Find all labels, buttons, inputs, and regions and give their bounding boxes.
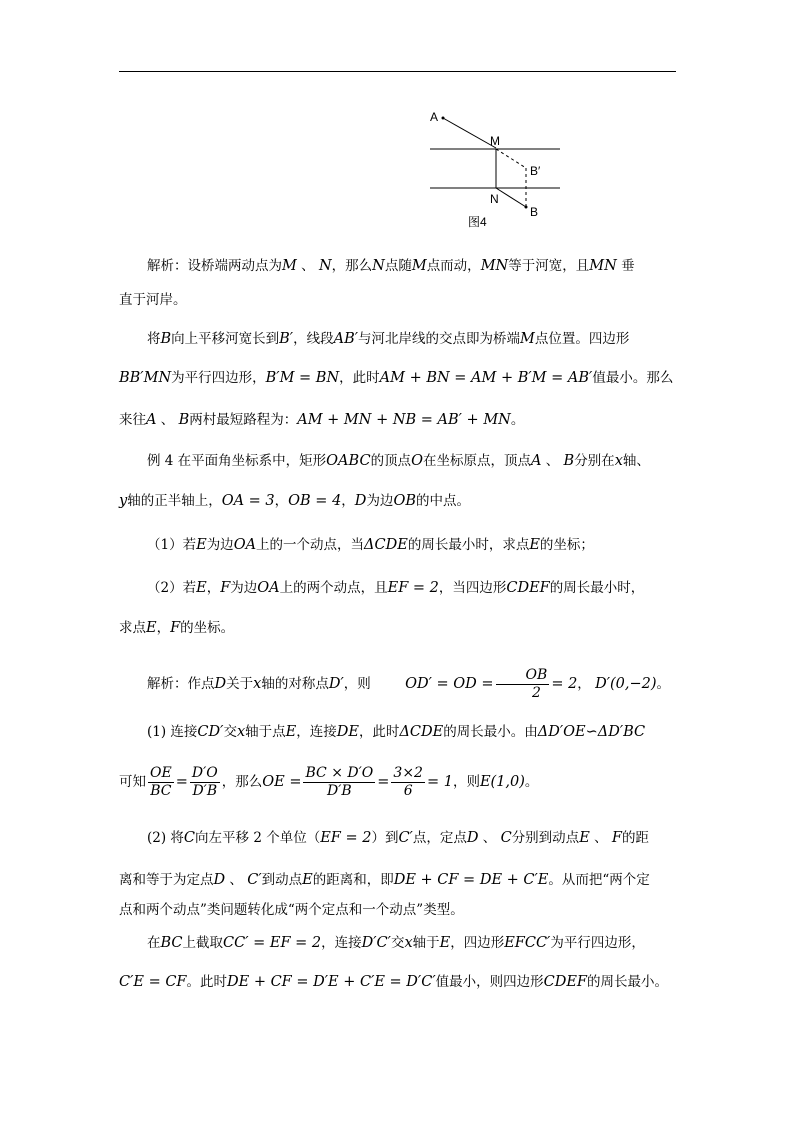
paragraph-solution-2-transform: 点和两个动点”类问题转化成“两个定点和一个动点”类型。 bbox=[119, 902, 464, 918]
point-a bbox=[442, 117, 445, 120]
paragraph-solution-2-conclusion: C′E = CF。此时DE + CF = D′E + C′E = D′C′值最小，则四边形CDEF的周长最小。 bbox=[119, 974, 668, 990]
point-b bbox=[525, 206, 528, 209]
fraction-ob-over-2: $\frac{OB}{2}$ bbox=[496, 667, 550, 702]
paragraph-question-2-cont: 求点E，F的坐标。 bbox=[119, 620, 235, 636]
label-b-prime: B′ bbox=[530, 164, 541, 178]
paragraph-analysis-1-cont: 直于河岸。 bbox=[119, 292, 187, 308]
segment-am bbox=[443, 118, 496, 148]
paragraph-example-4-cont: y轴的正半轴上，OA = 3，OB = 4，D为边OB的中点。 bbox=[119, 493, 470, 509]
fraction-3x2-over-6: $\frac{3\times 2}{6}$ bbox=[393, 765, 423, 799]
label-n: N bbox=[490, 192, 499, 206]
label-a: A bbox=[430, 110, 439, 124]
figure-caption: 图4 bbox=[468, 215, 487, 229]
header-rule bbox=[119, 71, 676, 72]
fraction-bc-do-over-db: $\frac{BC \times D'O}{D'B}$ bbox=[305, 765, 374, 799]
fraction-do-over-db: $\frac{D'O}{D'B}$ bbox=[191, 765, 218, 799]
paragraph-solution-1: (1) 连接CD′交x轴于点E，连接DE，此时ΔCDE的周长最小。由ΔD′OE∽ΔD′BC bbox=[147, 724, 646, 740]
paragraph-translate-b: 将B向上平移河宽长到B′，线段AB′与河北岸线的交点即为桥端M点位置。四边形 bbox=[147, 331, 630, 347]
paragraph-solution-2: (2) 将C向左平移 2 个单位（EF = 2）到C′点，定点D 、 C分别到动点E 、 F的距 bbox=[147, 830, 649, 846]
paragraph-solution-1-ratio: 可知 $\frac{OE}{BC}$ = $\frac{D'O}{D'B}$ ，那么OE = $\frac{BC \times D'O}{D'B}$ = $\frac{3\times 2}{6}$ = 1，则E(1,0)。 bbox=[119, 765, 539, 799]
label-m: M bbox=[490, 134, 500, 148]
paragraph-analysis-1: 解析：设桥端两动点为M 、 N，那么N点随M点而动，MN等于河宽，且MN 垂 bbox=[147, 258, 635, 274]
segment-nb bbox=[496, 188, 526, 207]
dashed-mb-prime bbox=[496, 149, 526, 168]
paragraph-example-4: 例 4 在平面角坐标系中，矩形OABC的顶点O在坐标原点，顶点A 、 B分别在x轴、 bbox=[147, 453, 650, 469]
figure-4-diagram bbox=[420, 105, 560, 231]
paragraph-solution-2-cont: 离和等于为定点D 、 C′到动点E的距离和，即DE + CF = DE + C′E。从而把“两个定 bbox=[119, 872, 650, 888]
paragraph-parallelogram: BB′MN为平行四边形，B′M = BN，此时AM + BN = AM + B′M = AB′值最小。那么 bbox=[119, 370, 674, 386]
paragraph-question-2: （2）若E，F为边OA上的两个动点，且EF = 2，当四边形CDEF的周长最小时， bbox=[147, 580, 645, 596]
paragraph-solution-reflection: 解析：作点D关于x轴的对称点D′，则 OD′ = OD = $\frac{OB}{2}$ = 2， D′(0,−2)。 bbox=[147, 667, 671, 701]
paragraph-solution-2-construct: 在BC上截取CC′ = EF = 2，连接D′C′交x轴于E，四边形EFCC′为平行四边形， bbox=[147, 935, 645, 951]
fraction-oe-over-bc: $\frac{OE}{BC}$ bbox=[150, 765, 172, 799]
label-b: B bbox=[530, 205, 539, 219]
paragraph-shortest-path: 来往A 、 B两村最短路程为：AM + MN + NB = AB′ + MN。 bbox=[119, 412, 525, 428]
paragraph-question-1: （1）若E为边OA上的一个动点，当ΔCDE的周长最小时，求点E的坐标； bbox=[147, 537, 594, 553]
